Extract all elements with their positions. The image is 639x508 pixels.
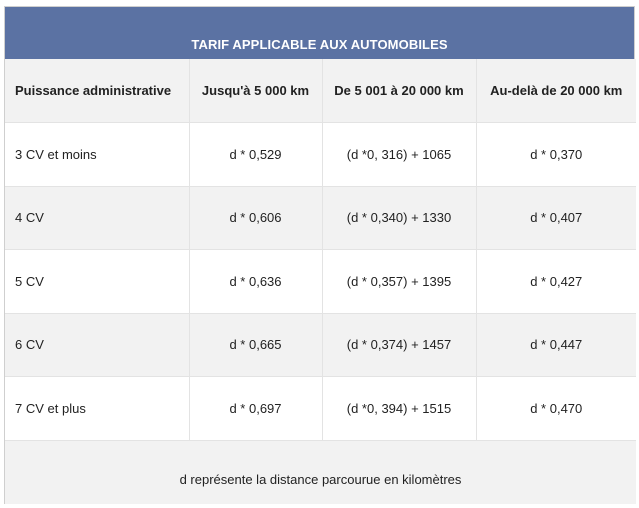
- row-label: 6 CV: [5, 313, 189, 377]
- table-row: [5, 186, 636, 250]
- tariff-table-container: [4, 6, 635, 504]
- table-row: [5, 123, 636, 187]
- row-label: 4 CV: [5, 186, 189, 250]
- header-jusqu-5000: Jusqu'à 5 000 km: [189, 59, 322, 123]
- tariff-table: [5, 59, 636, 504]
- footnote-row: [5, 440, 636, 504]
- cell-value: (d *0, 394) + 1515: [322, 377, 476, 441]
- table-row: [5, 250, 636, 314]
- cell-value: d * 0,427: [476, 250, 636, 314]
- cell-value: d * 0,636: [189, 250, 322, 314]
- cell-value: d * 0,470: [476, 377, 636, 441]
- header-row: [5, 59, 636, 123]
- row-label: 7 CV et plus: [5, 377, 189, 441]
- cell-value: (d *0, 316) + 1065: [322, 123, 476, 187]
- cell-value: d * 0,529: [189, 123, 322, 187]
- cell-value: (d * 0,340) + 1330: [322, 186, 476, 250]
- row-label: 3 CV et moins: [5, 123, 189, 187]
- table-row: [5, 313, 636, 377]
- table-row: [5, 377, 636, 441]
- cell-value: (d * 0,374) + 1457: [322, 313, 476, 377]
- cell-value: d * 0,697: [189, 377, 322, 441]
- header-puissance: Puissance administrative: [5, 59, 189, 123]
- cell-value: d * 0,407: [476, 186, 636, 250]
- footnote: d représente la distance parcourue en kilomètres: [179, 471, 462, 487]
- cell-value: d * 0,665: [189, 313, 322, 377]
- row-label: 5 CV: [5, 250, 189, 314]
- cell-value: d * 0,370: [476, 123, 636, 187]
- cell-value: (d * 0,357) + 1395: [322, 250, 476, 314]
- cell-value: d * 0,447: [476, 313, 636, 377]
- cell-value: d * 0,606: [189, 186, 322, 250]
- header-au-dela-20000: Au-delà de 20 000 km: [476, 59, 636, 123]
- table-title: TARIF APPLICABLE AUX AUTOMOBILES: [5, 7, 634, 59]
- header-5001-20000: De 5 001 à 20 000 km: [322, 59, 476, 123]
